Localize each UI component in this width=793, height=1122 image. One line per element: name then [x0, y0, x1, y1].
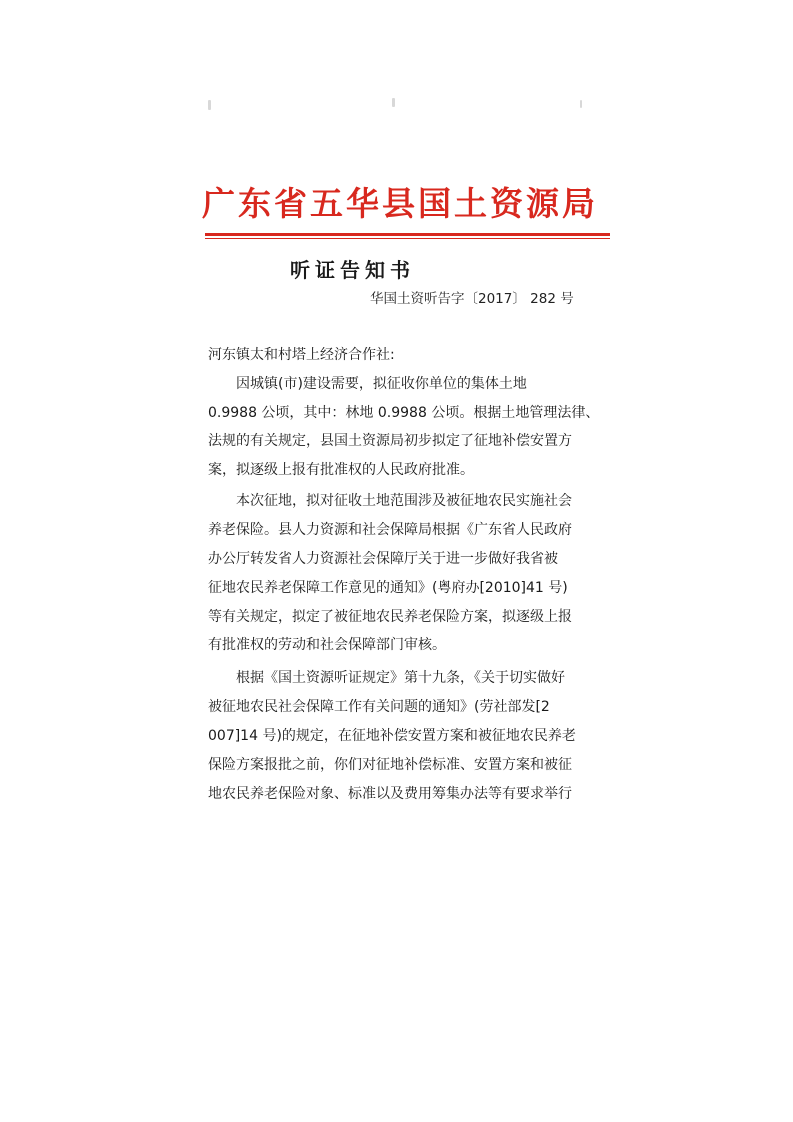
body-line: 地农民养老保险对象、标准以及费用筹集办法等有要求举行 — [208, 786, 572, 802]
scan-artifact — [392, 98, 395, 107]
scan-artifact — [208, 100, 211, 110]
body-line: 办公厅转发省人力资源社会保障厅关于进一步做好我省被 — [208, 551, 558, 567]
body-line: 等有关规定，拟定了被征地农民养老保险方案，拟逐级上报 — [208, 609, 572, 625]
body-line: 本次征地，拟对征收土地范围涉及被征地农民实施社会 — [236, 493, 572, 509]
body-line: 保险方案报批之前，你们对征地补偿标准、安置方案和被征 — [208, 757, 572, 773]
body-line: 养老保险。县人力资源和社会保障局根据《广东省人民政府 — [208, 522, 572, 538]
header-divider-thick — [205, 233, 610, 236]
body-line: 007]14 号)的规定，在征地补偿安置方案和被征地农民养老 — [208, 728, 576, 744]
organization-header: 广东省五华县国土资源局 — [202, 184, 598, 223]
addressee: 河东镇太和村塔上经济合作社: — [208, 347, 395, 363]
body-line: 被征地农民社会保障工作有关问题的通知》(劳社部发[2 — [208, 699, 550, 715]
body-line: 有批准权的劳动和社会保障部门审核。 — [208, 637, 446, 653]
document-title: 听证告知书 — [290, 258, 415, 282]
body-line: 0.9988 公顷，其中：林地 0.9988 公顷。根据土地管理法律、 — [208, 405, 600, 421]
body-line: 根据《国土资源听证规定》第十九条，《关于切实做好 — [236, 670, 565, 686]
body-line: 法规的有关规定，县国土资源局初步拟定了征地补偿安置方 — [208, 433, 572, 449]
header-divider-thin — [205, 238, 610, 239]
document-number: 华国土资听告字〔2017〕 282 号 — [370, 291, 574, 307]
body-line: 案，拟逐级上报有批准权的人民政府批准。 — [208, 462, 474, 478]
scan-artifact — [580, 100, 582, 108]
body-line: 征地农民养老保障工作意见的通知》(粤府办[2010]41 号) — [208, 580, 568, 596]
body-line: 因城镇(市)建设需要，拟征收你单位的集体土地 — [236, 376, 527, 392]
